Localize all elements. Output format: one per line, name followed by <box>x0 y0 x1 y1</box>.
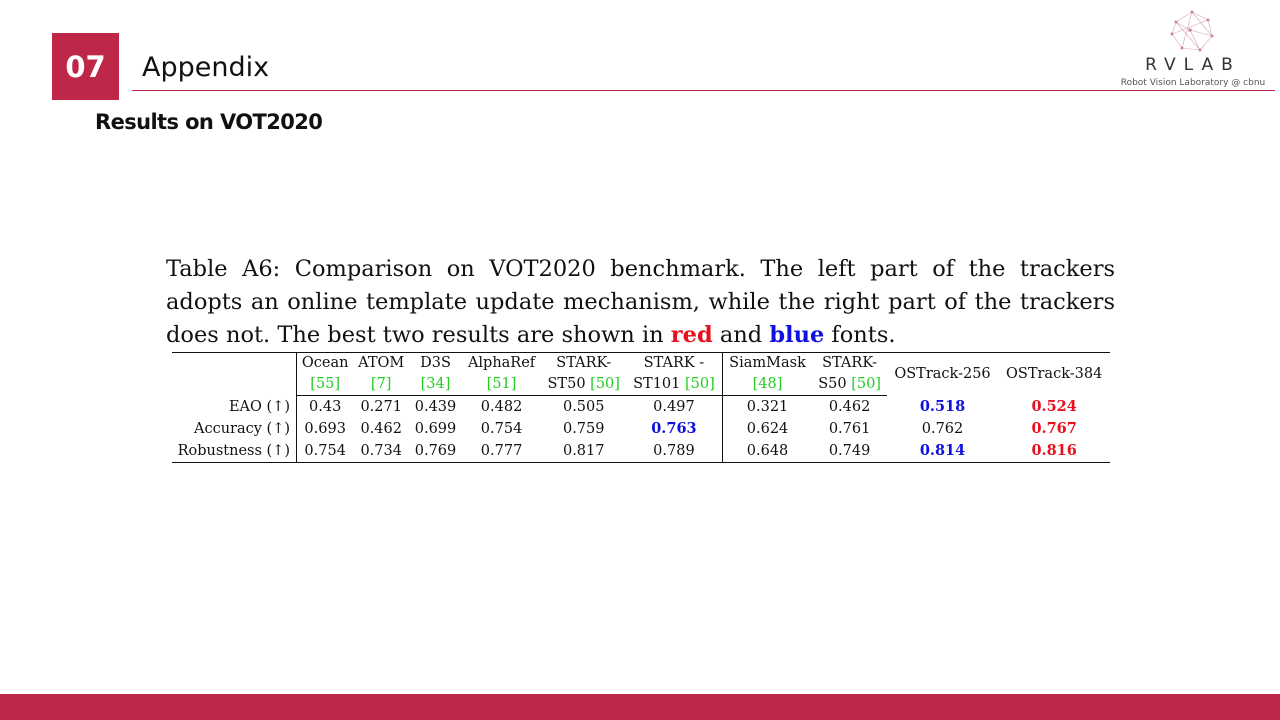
header-empty-cell <box>172 353 297 396</box>
citation-ref: [50] <box>590 376 620 392</box>
table-cell: 0.761 <box>828 421 871 437</box>
table-cell: 0.817 <box>541 440 626 463</box>
table-cell: 0.759 <box>562 421 605 437</box>
col-header-d3s: D3S <box>409 353 462 375</box>
table-header-row <box>172 353 1110 375</box>
table-cell: 0.439 <box>414 399 457 415</box>
caption-text-between: and <box>712 322 770 348</box>
table-row-robustness <box>172 440 1110 463</box>
table-cell-second-best: 0.814 <box>887 440 999 463</box>
table-cell: 0.648 <box>722 440 812 463</box>
col-header-alpharef: AlphaRef <box>462 353 541 375</box>
col-header-ocean: Ocean <box>297 353 354 375</box>
col-subheader-alpharef <box>462 374 541 396</box>
row-label: EAO (↑) <box>228 398 290 415</box>
col-header-ostrack-384: OSTrack-384 <box>998 353 1110 396</box>
table-cell: 0.271 <box>360 399 402 415</box>
col-subname: ST101 <box>633 376 685 392</box>
col-header-siammask: SiamMask <box>722 353 812 375</box>
table-cell: 0.43 <box>297 396 354 419</box>
table-cell: 0.754 <box>297 440 354 463</box>
col-subheader-ocean <box>297 374 354 396</box>
col-subheader-atom <box>353 374 409 396</box>
col-subheader-stark-s50 <box>812 374 886 396</box>
table-row-accuracy <box>172 418 1110 440</box>
table-cell-best: 0.767 <box>1031 420 1077 437</box>
table-cell: 0.734 <box>353 440 409 463</box>
row-label: Accuracy (↑) <box>193 421 290 437</box>
caption-text-end: fonts. <box>824 322 896 348</box>
col-subheader-d3s <box>409 374 462 396</box>
table-cell: 0.699 <box>414 421 457 437</box>
citation-ref: [34] <box>420 376 451 392</box>
table-cell: 0.789 <box>626 440 722 463</box>
citation-ref: [51] <box>486 376 517 392</box>
table-cell: 0.497 <box>653 399 695 415</box>
page-title: Appendix <box>142 52 270 83</box>
col-header-stark-st50: STARK- <box>541 353 626 375</box>
table-cell: 0.624 <box>722 418 812 440</box>
section-number: 07 <box>65 49 106 84</box>
citation-ref: [48] <box>752 376 783 392</box>
table-cell-second-best: 0.763 <box>651 420 697 437</box>
footer-bar <box>0 694 1280 720</box>
table-cell: 0.462 <box>828 399 871 415</box>
caption-text: Table A6: Comparison on VOT2020 benchmark. The left part of the trackers adopts an online template update mechanism, while the right part of the trackers does not. The best two results are shown in <box>166 256 1115 348</box>
col-header-stark-st101: STARK - <box>626 353 722 375</box>
results-table-container <box>172 352 1110 463</box>
col-subheader-stark-st101 <box>626 374 722 396</box>
caption-red-word: red <box>670 322 713 348</box>
col-subheader-stark-st50 <box>541 374 626 396</box>
table-caption <box>166 253 1115 352</box>
table-cell-best: 0.816 <box>998 440 1110 463</box>
table-cell: 0.762 <box>921 421 964 437</box>
col-header-ostrack-256: OSTrack-256 <box>887 353 999 396</box>
col-header-atom: ATOM <box>353 353 409 375</box>
citation-ref: [50] <box>851 376 881 392</box>
table-cell-best: 0.524 <box>1031 397 1077 415</box>
row-label: Robustness (↑) <box>172 440 297 463</box>
citation-ref: [55] <box>310 376 341 392</box>
caption-blue-word: blue <box>769 322 825 348</box>
title-divider <box>132 90 1275 91</box>
table-cell: 0.482 <box>480 399 523 415</box>
table-cell: 0.777 <box>462 440 541 463</box>
table-cell: 0.321 <box>722 396 812 419</box>
citation-ref: [50] <box>684 376 715 392</box>
section-number-badge <box>52 33 119 100</box>
table-row-eao <box>172 396 1110 419</box>
logo-wordmark: RVLAB <box>1145 55 1241 75</box>
table-cell: 0.505 <box>562 399 605 415</box>
table-cell: 0.749 <box>812 440 886 463</box>
table-cell-second-best: 0.518 <box>919 397 966 415</box>
col-subheader-siammask <box>722 374 812 396</box>
table-cell: 0.769 <box>409 440 462 463</box>
table-cell: 0.693 <box>297 418 354 440</box>
results-table <box>172 352 1110 463</box>
col-subname: S50 <box>818 376 852 392</box>
table-cell: 0.462 <box>360 421 402 437</box>
section-subtitle: Results on VOT2020 <box>95 110 323 134</box>
citation-ref: [7] <box>370 376 392 392</box>
col-header-stark-s50: STARK- <box>812 353 886 375</box>
col-subname: ST50 <box>547 376 591 392</box>
table-cell: 0.754 <box>480 421 523 437</box>
logo-subtitle: Robot Vision Laboratory @ cbnu <box>1120 78 1266 88</box>
